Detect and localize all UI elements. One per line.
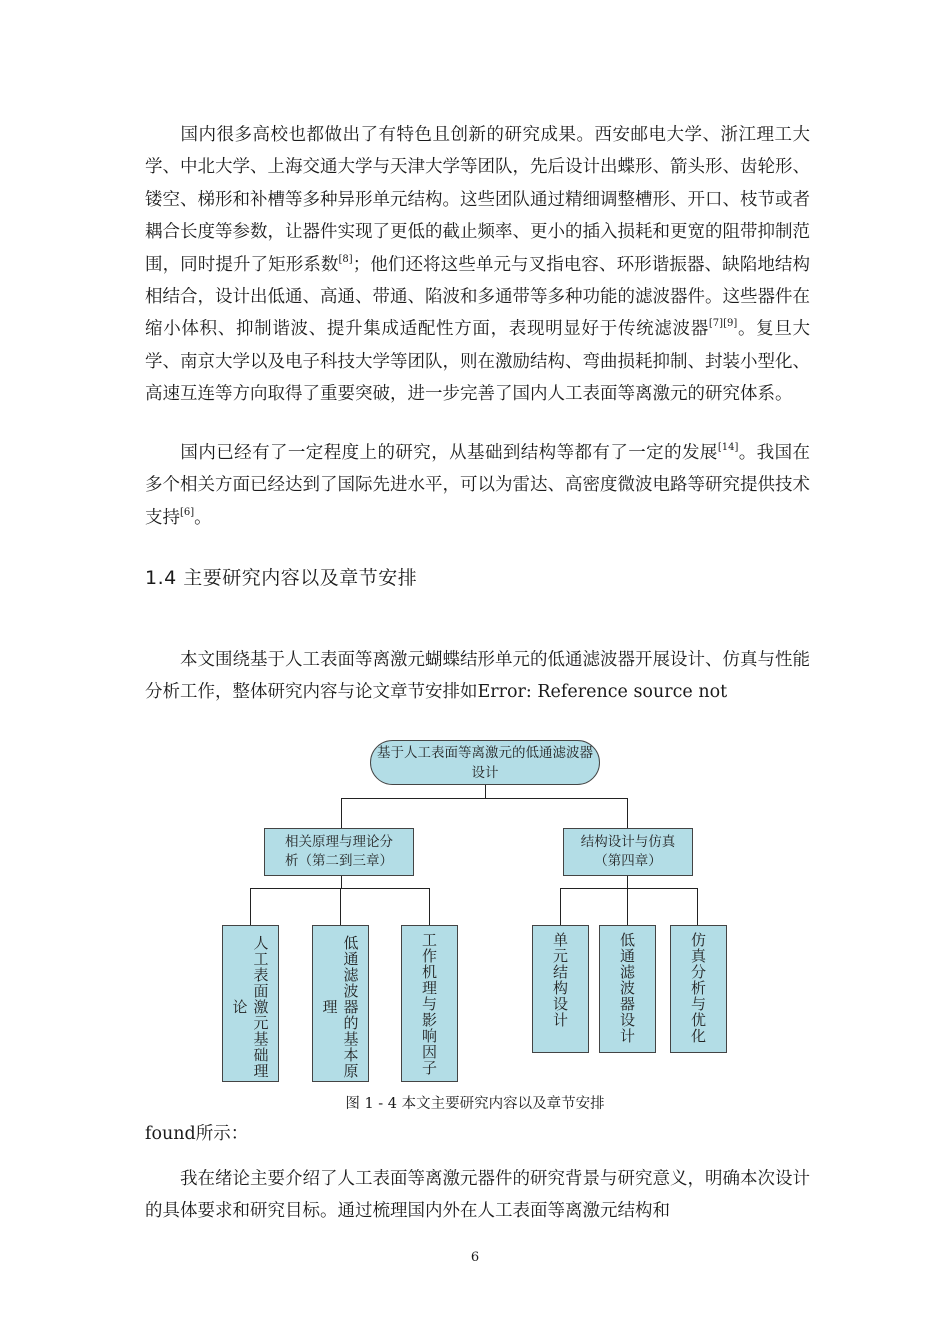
connector [560,888,698,889]
connector [341,798,342,828]
paragraph-domestic-research [145,119,810,411]
connector [560,888,561,925]
paragraph-text: 我在绪论主要介绍了人工表面等离激元器件的研究背景与研究意义，明确本次设计的具体要求和研究目标。通过梳理国内外在人工表面等离激元结构和 [145,1169,810,1222]
paragraph-text: 国内已经有了一定程度上的研究，从基础到结构等都有了一定的发展 [180,443,718,463]
connector [429,888,430,925]
paragraph-summary [145,1163,810,1228]
paragraph-text: 本文围绕基于人工表面等离激元蝴蝶结形单元的低通滤波器开展设计、仿真与性能分析工作，整体研究内容与论文章节安排如Error: Reference source not [145,650,810,703]
connector [341,798,628,799]
connector [250,888,251,925]
figure-caption: 图 1 - 4 本文主要研究内容以及章节安排 [345,1096,605,1112]
diagram-leaf-simulation: 仿真分析与优化 [670,925,727,1053]
diagram-leaf-mechanism: 工作机理与影响因子 [401,925,458,1082]
paragraph-text: ；他们还将这些单元与叉指电容、环形谐振器、缺陷地结构相结合，设计出低通、高通、带通、陷波和多通带等多种功能的滤波器件。这些器件在缩小体积、抑制谐波、提升集成适配性方面，表现明显好于传统滤波器 [145,254,811,340]
continuation-text: found所示： [145,1124,249,1144]
connector [340,888,341,925]
connector [627,888,628,925]
diagram-node-theory: 相关原理与理论分析（第二到三章） [264,828,414,876]
paragraph-text: 。我国在多个相关方面已经达到了国际先进水平，可以为雷达、高密度微波电路等研究提供技术支持 [145,443,811,528]
citation: [14] [717,442,739,453]
diagram-root-node: 基于人工表面等离激元的低通滤波器设计 [370,740,600,785]
paragraph-text: 国内很多高校也都做出了有特色且创新的研究成果。西安邮电大学、浙江理工大学、中北大学、上海交通大学与天津大学等团队，先后设计出蝶形、箭头形、齿轮形、镂空、梯形和补槽等多种异形单元结构。这些团队通过精细调整槽形、开口、枝节或者耦合长度等参数，让器件实现了更低的截止频率、更小的插入损耗和更宽的阻带抑制范围，同时提升了矩形系数 [145,125,810,275]
citation: [6] [180,506,195,518]
paragraph-text: 。复旦大学、南京大学以及电子科技大学等团队，则在激励结构、弯曲损耗抑制、封装小型化、高速互连等方向取得了重要突破，进一步完善了国内人工表面等离激元的研究体系。 [145,319,811,405]
diagram-leaf-unit-design: 单元结构设计 [532,925,589,1053]
connector [485,785,486,799]
connector [697,888,698,925]
diagram-node-design: 结构设计与仿真（第四章） [563,828,693,876]
diagram-leaf-filter-design: 低通滤波器设计 [599,925,656,1053]
page-number: 6 [470,1250,480,1265]
paragraph-text: 。 [194,507,212,528]
connector [627,798,628,828]
citation: [7][9] [708,318,738,330]
diagram-leaf-lpf-principle: 低通滤波器的基本原理 [312,925,369,1082]
diagram-leaf-sspp-theory: 人工表面激元基础理论 [222,925,279,1082]
paragraph-intro-structure [145,644,810,709]
section-heading: 1.4 主要研究内容以及章节安排 [145,567,418,589]
citation: [8] [338,253,353,265]
paragraph-domestic-level [145,437,810,534]
